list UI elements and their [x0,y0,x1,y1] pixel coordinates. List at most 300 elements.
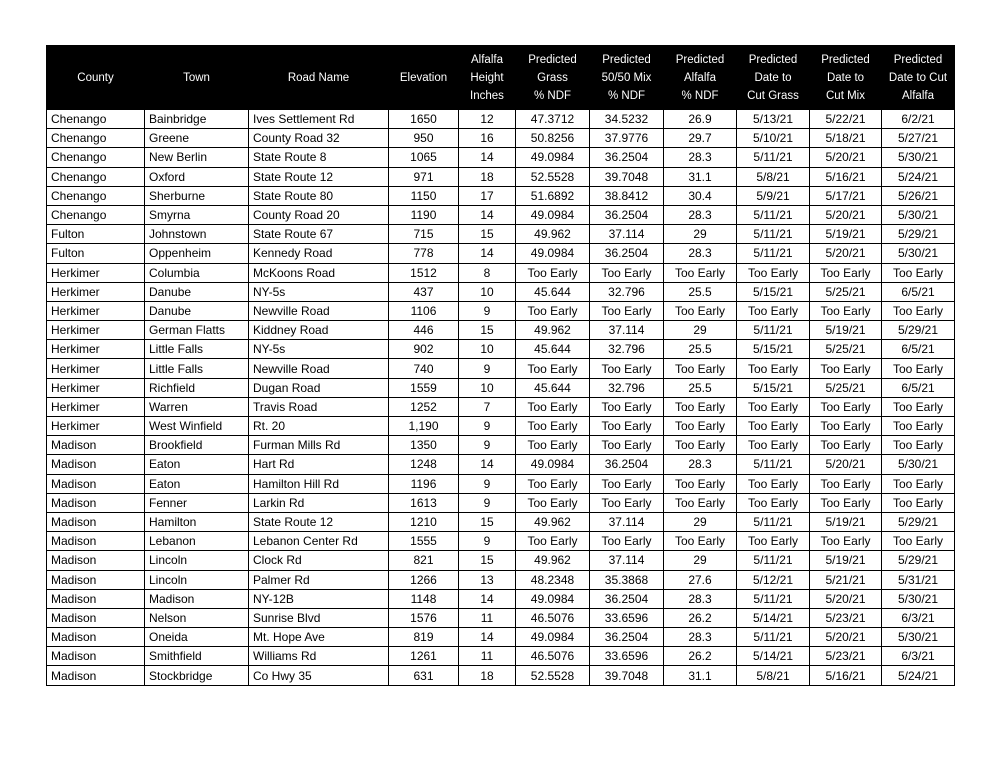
cell-date-cut-mix: Too Early [810,263,882,282]
cell-date-cut-grass: 5/11/21 [737,244,810,263]
cell-road-name: Hart Rd [249,455,389,474]
cell-grass-ndf: 49.962 [516,321,590,340]
cell-grass-ndf: 52.5528 [516,167,590,186]
cell-elevation: 740 [389,359,459,378]
cell-alfalfa-height: 14 [459,148,516,167]
cell-road-name: State Route 12 [249,512,389,531]
cell-grass-ndf: Too Early [516,397,590,416]
cell-date-cut-alfalfa: Too Early [882,474,955,493]
cell-elevation: 1150 [389,186,459,205]
cell-mix-ndf: 37.114 [590,551,664,570]
cell-mix-ndf: 32.796 [590,282,664,301]
cell-road-name: NY-5s [249,340,389,359]
cell-town: Stockbridge [145,666,249,685]
header-town: Town [145,46,249,110]
cell-date-cut-grass: Too Early [737,532,810,551]
table-row [47,321,955,340]
cell-road-name: County Road 20 [249,205,389,224]
cell-date-cut-alfalfa: 6/3/21 [882,608,955,627]
cell-mix-ndf: 32.796 [590,340,664,359]
cell-date-cut-grass: Too Early [737,359,810,378]
cell-mix-ndf: 36.2504 [590,148,664,167]
cell-alfalfa-height: 10 [459,282,516,301]
cell-town: Richfield [145,378,249,397]
cell-date-cut-alfalfa: 5/30/21 [882,628,955,647]
cell-mix-ndf: 37.114 [590,225,664,244]
table-row [47,417,955,436]
cell-elevation: 1650 [389,110,459,129]
cell-mix-ndf: 33.6596 [590,647,664,666]
cell-town: Warren [145,397,249,416]
cell-mix-ndf: 35.3868 [590,570,664,589]
cell-date-cut-mix: 5/20/21 [810,628,882,647]
cell-road-name: State Route 80 [249,186,389,205]
cell-date-cut-alfalfa: 6/5/21 [882,282,955,301]
cell-date-cut-grass: 5/11/21 [737,551,810,570]
cell-date-cut-alfalfa: 5/30/21 [882,589,955,608]
cell-alfalfa-height: 9 [459,532,516,551]
cell-county: Herkimer [47,321,145,340]
cell-town: Madison [145,589,249,608]
cell-date-cut-mix: 5/19/21 [810,225,882,244]
cell-mix-ndf: 39.7048 [590,666,664,685]
cell-alfalfa-ndf: Too Early [664,359,737,378]
cell-elevation: 1,190 [389,417,459,436]
cell-elevation: 1190 [389,205,459,224]
table-row [47,282,955,301]
cell-date-cut-alfalfa: Too Early [882,436,955,455]
cell-county: Madison [47,608,145,627]
cell-town: Smithfield [145,647,249,666]
cell-mix-ndf: Too Early [590,359,664,378]
table-row [47,512,955,531]
cell-mix-ndf: 34.5232 [590,110,664,129]
cell-alfalfa-ndf: 26.2 [664,608,737,627]
table-row [47,551,955,570]
cell-road-name: State Route 8 [249,148,389,167]
cell-date-cut-mix: 5/25/21 [810,378,882,397]
cell-alfalfa-ndf: 29 [664,551,737,570]
cell-date-cut-grass: 5/14/21 [737,608,810,627]
cell-grass-ndf: Too Early [516,417,590,436]
cell-grass-ndf: Too Early [516,263,590,282]
cell-road-name: Travis Road [249,397,389,416]
data-table [46,45,955,686]
table-row [47,378,955,397]
cell-county: Fulton [47,244,145,263]
cell-town: Little Falls [145,359,249,378]
cell-county: Herkimer [47,417,145,436]
cell-elevation: 1106 [389,301,459,320]
cell-town: Eaton [145,455,249,474]
table-row [47,455,955,474]
cell-town: Greene [145,129,249,148]
cell-date-cut-alfalfa: Too Early [882,301,955,320]
cell-date-cut-grass: 5/13/21 [737,110,810,129]
cell-road-name: Larkin Rd [249,493,389,512]
header-row [47,46,955,110]
cell-grass-ndf: 49.0984 [516,205,590,224]
cell-grass-ndf: 49.0984 [516,455,590,474]
table-row [47,397,955,416]
cell-road-name: Newville Road [249,301,389,320]
cell-road-name: Lebanon Center Rd [249,532,389,551]
header-mix-ndf: Predicted 50/50 Mix % NDF [590,46,664,110]
cell-county: Herkimer [47,359,145,378]
cell-date-cut-grass: 5/11/21 [737,205,810,224]
cell-road-name: McKoons Road [249,263,389,282]
cell-alfalfa-height: 18 [459,666,516,685]
cell-alfalfa-ndf: 29 [664,321,737,340]
cell-date-cut-mix: 5/20/21 [810,148,882,167]
cell-alfalfa-ndf: 27.6 [664,570,737,589]
cell-alfalfa-ndf: 29.7 [664,129,737,148]
cell-alfalfa-height: 15 [459,551,516,570]
cell-county: Herkimer [47,263,145,282]
cell-alfalfa-height: 9 [459,436,516,455]
cell-date-cut-mix: 5/23/21 [810,647,882,666]
cell-mix-ndf: 36.2504 [590,628,664,647]
cell-date-cut-alfalfa: 5/29/21 [882,512,955,531]
cell-county: Herkimer [47,378,145,397]
header-road-name: Road Name [249,46,389,110]
cell-road-name: Ives Settlement Rd [249,110,389,129]
cell-date-cut-alfalfa: Too Early [882,397,955,416]
cell-date-cut-alfalfa: 5/27/21 [882,129,955,148]
table-row [47,205,955,224]
cell-town: Brookfield [145,436,249,455]
cell-alfalfa-ndf: 26.2 [664,647,737,666]
cell-grass-ndf: 52.5528 [516,666,590,685]
cell-town: West Winfield [145,417,249,436]
cell-grass-ndf: Too Early [516,474,590,493]
cell-mix-ndf: 36.2504 [590,205,664,224]
cell-alfalfa-height: 16 [459,129,516,148]
cell-alfalfa-height: 15 [459,321,516,340]
cell-alfalfa-ndf: 29 [664,512,737,531]
cell-date-cut-alfalfa: 6/5/21 [882,340,955,359]
cell-alfalfa-ndf: 29 [664,225,737,244]
cell-county: Chenango [47,167,145,186]
cell-town: Oneida [145,628,249,647]
cell-grass-ndf: 45.644 [516,340,590,359]
cell-mix-ndf: 33.6596 [590,608,664,627]
cell-county: Herkimer [47,301,145,320]
cell-town: Hamilton [145,512,249,531]
cell-county: Chenango [47,129,145,148]
cell-elevation: 778 [389,244,459,263]
cell-road-name: Newville Road [249,359,389,378]
cell-date-cut-mix: Too Early [810,532,882,551]
cell-date-cut-grass: 5/11/21 [737,148,810,167]
cell-date-cut-alfalfa: 6/5/21 [882,378,955,397]
table-row [47,666,955,685]
cell-town: German Flatts [145,321,249,340]
cell-county: Madison [47,666,145,685]
cell-grass-ndf: 49.0984 [516,244,590,263]
cell-date-cut-grass: 5/11/21 [737,589,810,608]
cell-county: Madison [47,647,145,666]
cell-alfalfa-height: 7 [459,397,516,416]
cell-alfalfa-height: 13 [459,570,516,589]
header-date-cut-alfalfa: Predicted Date to Cut Alfalfa [882,46,955,110]
cell-town: Eaton [145,474,249,493]
cell-elevation: 437 [389,282,459,301]
cell-date-cut-grass: 5/10/21 [737,129,810,148]
cell-alfalfa-height: 17 [459,186,516,205]
cell-town: Nelson [145,608,249,627]
cell-date-cut-grass: 5/14/21 [737,647,810,666]
table-row [47,225,955,244]
cell-elevation: 1266 [389,570,459,589]
cell-county: Madison [47,570,145,589]
cell-town: Danube [145,301,249,320]
table-row [47,570,955,589]
cell-alfalfa-ndf: 26.9 [664,110,737,129]
header-elevation: Elevation [389,46,459,110]
cell-alfalfa-height: 14 [459,205,516,224]
cell-date-cut-grass: Too Early [737,474,810,493]
cell-county: Madison [47,551,145,570]
cell-alfalfa-ndf: 28.3 [664,455,737,474]
cell-town: Lincoln [145,570,249,589]
cell-date-cut-mix: 5/25/21 [810,340,882,359]
cell-alfalfa-ndf: 25.5 [664,282,737,301]
cell-date-cut-alfalfa: 5/30/21 [882,205,955,224]
cell-mix-ndf: 32.796 [590,378,664,397]
cell-date-cut-grass: 5/11/21 [737,225,810,244]
cell-alfalfa-height: 12 [459,110,516,129]
table-row [47,608,955,627]
cell-road-name: NY-12B [249,589,389,608]
cell-elevation: 631 [389,666,459,685]
cell-date-cut-alfalfa: Too Early [882,532,955,551]
cell-mix-ndf: Too Early [590,436,664,455]
cell-mix-ndf: 38.8412 [590,186,664,205]
cell-road-name: Kiddney Road [249,321,389,340]
cell-date-cut-alfalfa: 6/3/21 [882,647,955,666]
cell-mix-ndf: 39.7048 [590,167,664,186]
cell-grass-ndf: 49.0984 [516,148,590,167]
cell-road-name: Williams Rd [249,647,389,666]
header-grass-ndf: Predicted Grass % NDF [516,46,590,110]
cell-grass-ndf: Too Early [516,301,590,320]
cell-grass-ndf: Too Early [516,436,590,455]
table-row [47,474,955,493]
cell-date-cut-mix: 5/23/21 [810,608,882,627]
cell-alfalfa-height: 14 [459,244,516,263]
cell-date-cut-mix: Too Early [810,301,882,320]
cell-grass-ndf: 48.2348 [516,570,590,589]
cell-date-cut-grass: 5/11/21 [737,455,810,474]
cell-date-cut-grass: 5/15/21 [737,282,810,301]
cell-county: Madison [47,589,145,608]
cell-alfalfa-height: 11 [459,608,516,627]
cell-elevation: 1248 [389,455,459,474]
cell-date-cut-alfalfa: 5/24/21 [882,666,955,685]
cell-town: Fenner [145,493,249,512]
cell-mix-ndf: Too Early [590,493,664,512]
cell-mix-ndf: 37.114 [590,321,664,340]
cell-date-cut-grass: 5/9/21 [737,186,810,205]
cell-date-cut-mix: Too Early [810,417,882,436]
table-row [47,186,955,205]
cell-alfalfa-ndf: 31.1 [664,666,737,685]
cell-county: Madison [47,474,145,493]
cell-alfalfa-ndf: Too Early [664,436,737,455]
cell-town: Little Falls [145,340,249,359]
cell-alfalfa-ndf: 28.3 [664,205,737,224]
cell-date-cut-mix: Too Early [810,397,882,416]
cell-elevation: 1252 [389,397,459,416]
table-row [47,244,955,263]
cell-alfalfa-ndf: Too Early [664,417,737,436]
cell-mix-ndf: 37.114 [590,512,664,531]
cell-town: Lincoln [145,551,249,570]
cell-date-cut-grass: 5/15/21 [737,340,810,359]
cell-date-cut-grass: 5/11/21 [737,628,810,647]
cell-alfalfa-height: 10 [459,378,516,397]
cell-date-cut-alfalfa: Too Early [882,263,955,282]
cell-date-cut-grass: 5/12/21 [737,570,810,589]
cell-alfalfa-ndf: Too Early [664,493,737,512]
cell-town: Oppenheim [145,244,249,263]
cell-grass-ndf: Too Early [516,359,590,378]
cell-date-cut-mix: 5/20/21 [810,455,882,474]
cell-date-cut-grass: Too Early [737,263,810,282]
cell-road-name: Rt. 20 [249,417,389,436]
table-row [47,628,955,647]
cell-alfalfa-height: 15 [459,225,516,244]
cell-date-cut-alfalfa: 5/30/21 [882,244,955,263]
cell-county: Madison [47,628,145,647]
cell-date-cut-mix: 5/17/21 [810,186,882,205]
cell-date-cut-mix: Too Early [810,474,882,493]
cell-elevation: 821 [389,551,459,570]
table-row [47,493,955,512]
cell-date-cut-grass: Too Early [737,301,810,320]
cell-elevation: 1613 [389,493,459,512]
cell-grass-ndf: Too Early [516,493,590,512]
cell-alfalfa-ndf: Too Early [664,532,737,551]
cell-date-cut-alfalfa: 5/29/21 [882,321,955,340]
cell-mix-ndf: Too Early [590,417,664,436]
header-alfalfa-height: Alfalfa Height Inches [459,46,516,110]
cell-county: Chenango [47,148,145,167]
cell-grass-ndf: 45.644 [516,378,590,397]
cell-alfalfa-ndf: Too Early [664,301,737,320]
cell-grass-ndf: 49.0984 [516,589,590,608]
cell-town: New Berlin [145,148,249,167]
cell-road-name: Kennedy Road [249,244,389,263]
cell-road-name: Sunrise Blvd [249,608,389,627]
cell-county: Herkimer [47,340,145,359]
cell-town: Bainbridge [145,110,249,129]
cell-road-name: Dugan Road [249,378,389,397]
cell-alfalfa-ndf: Too Early [664,397,737,416]
cell-town: Lebanon [145,532,249,551]
cell-date-cut-grass: Too Early [737,397,810,416]
cell-county: Madison [47,493,145,512]
table-row [47,167,955,186]
cell-elevation: 1576 [389,608,459,627]
cell-town: Oxford [145,167,249,186]
cell-elevation: 1148 [389,589,459,608]
cell-date-cut-grass: 5/11/21 [737,321,810,340]
cell-date-cut-mix: 5/16/21 [810,167,882,186]
cell-date-cut-mix: 5/20/21 [810,589,882,608]
cell-county: Madison [47,512,145,531]
cell-town: Johnstown [145,225,249,244]
cell-elevation: 715 [389,225,459,244]
table-row [47,340,955,359]
cell-grass-ndf: 51.6892 [516,186,590,205]
cell-mix-ndf: Too Early [590,474,664,493]
table-body [47,110,955,686]
cell-county: Madison [47,436,145,455]
cell-elevation: 1512 [389,263,459,282]
table-row [47,110,955,129]
cell-date-cut-alfalfa: 5/31/21 [882,570,955,589]
cell-date-cut-mix: Too Early [810,493,882,512]
table-row [47,148,955,167]
cell-road-name: Hamilton Hill Rd [249,474,389,493]
table-row [47,359,955,378]
cell-date-cut-alfalfa: 5/26/21 [882,186,955,205]
cell-alfalfa-ndf: 25.5 [664,378,737,397]
cell-elevation: 446 [389,321,459,340]
table-row [47,129,955,148]
cell-mix-ndf: 36.2504 [590,455,664,474]
header-date-cut-grass: Predicted Date to Cut Grass [737,46,810,110]
cell-elevation: 1210 [389,512,459,531]
cell-road-name: Mt. Hope Ave [249,628,389,647]
cell-elevation: 971 [389,167,459,186]
cell-elevation: 1559 [389,378,459,397]
cell-alfalfa-height: 9 [459,301,516,320]
table-row [47,532,955,551]
cell-elevation: 1196 [389,474,459,493]
cell-alfalfa-height: 9 [459,417,516,436]
cell-alfalfa-height: 18 [459,167,516,186]
cell-grass-ndf: 47.3712 [516,110,590,129]
cell-alfalfa-height: 15 [459,512,516,531]
cell-date-cut-alfalfa: Too Early [882,493,955,512]
cell-date-cut-alfalfa: Too Early [882,359,955,378]
cell-town: Sherburne [145,186,249,205]
cell-elevation: 1555 [389,532,459,551]
cell-county: Chenango [47,186,145,205]
cell-date-cut-alfalfa: 6/2/21 [882,110,955,129]
cell-elevation: 1065 [389,148,459,167]
cell-alfalfa-height: 14 [459,589,516,608]
cell-road-name: NY-5s [249,282,389,301]
cell-date-cut-alfalfa: 5/24/21 [882,167,955,186]
cell-elevation: 1261 [389,647,459,666]
cell-date-cut-alfalfa: 5/29/21 [882,225,955,244]
cell-alfalfa-ndf: 31.1 [664,167,737,186]
cell-alfalfa-ndf: 28.3 [664,244,737,263]
cell-date-cut-grass: Too Early [737,417,810,436]
cell-grass-ndf: 49.962 [516,512,590,531]
cell-county: Madison [47,532,145,551]
cell-grass-ndf: 49.962 [516,551,590,570]
cell-date-cut-alfalfa: Too Early [882,417,955,436]
cell-date-cut-mix: 5/22/21 [810,110,882,129]
table-row [47,301,955,320]
cell-grass-ndf: 46.5076 [516,608,590,627]
cell-date-cut-mix: 5/20/21 [810,205,882,224]
